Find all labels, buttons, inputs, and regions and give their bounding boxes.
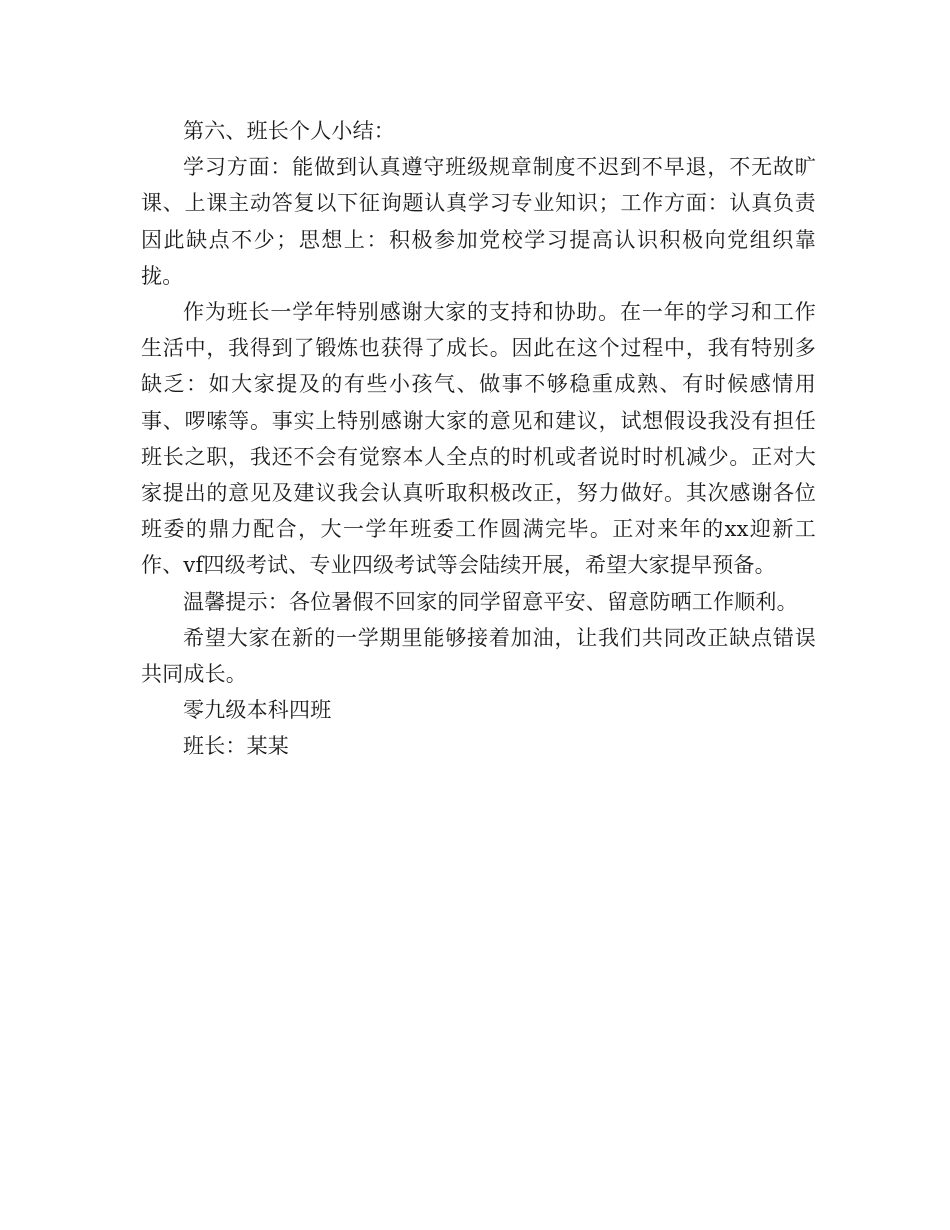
paragraph-reminder: 温馨提示：各位暑假不回家的同学留意平安、留意防晒工作顺利。: [183, 589, 798, 614]
paragraph-study-work: 学习方面：能做到认真遵守班级规章制度不迟到不早退，不无故旷课、上课主动答复以下征询题认真学习专业知识；工作方面：认真负责因此缺点不少；思想上：积极参加党校学习提高认识积极向党组织靠拢。: [141, 155, 816, 288]
signature-class: 零九级本科四班: [183, 698, 332, 723]
paragraph-gratitude: 作为班长一学年特别感谢大家的支持和协助。在一年的学习和工作生活中，我得到了锻炼也获得了成长。因此在这个过程中，我有特别多缺乏：如大家提及的有些小孩气、做事不够稳重成熟、有时候感情用事、啰嗦等。事实上特别感谢大家的意见和建议，试想假设我没有担任班长之职，我还不会有觉察本人全点的时机或者说时时机减少。正对大家提出的意见及建议我会认真听取积极改正，努力做好。其次感谢各位班委的鼎力配合，大一学年班委工作圆满完毕。正对来年的xx迎新工作、vf四级考试、专业四级考试等会陆续开展，希望大家提早预备。: [141, 300, 816, 578]
section-heading: 第六、班长个人小结：: [183, 119, 395, 143]
document-body: [141, 113, 816, 765]
signature-monitor: 班长：某某: [183, 734, 289, 759]
paragraph-encouragement: 希望大家在新的一学期里能够接着加油，让我们共同改正缺点错误共同成长。: [141, 625, 816, 687]
